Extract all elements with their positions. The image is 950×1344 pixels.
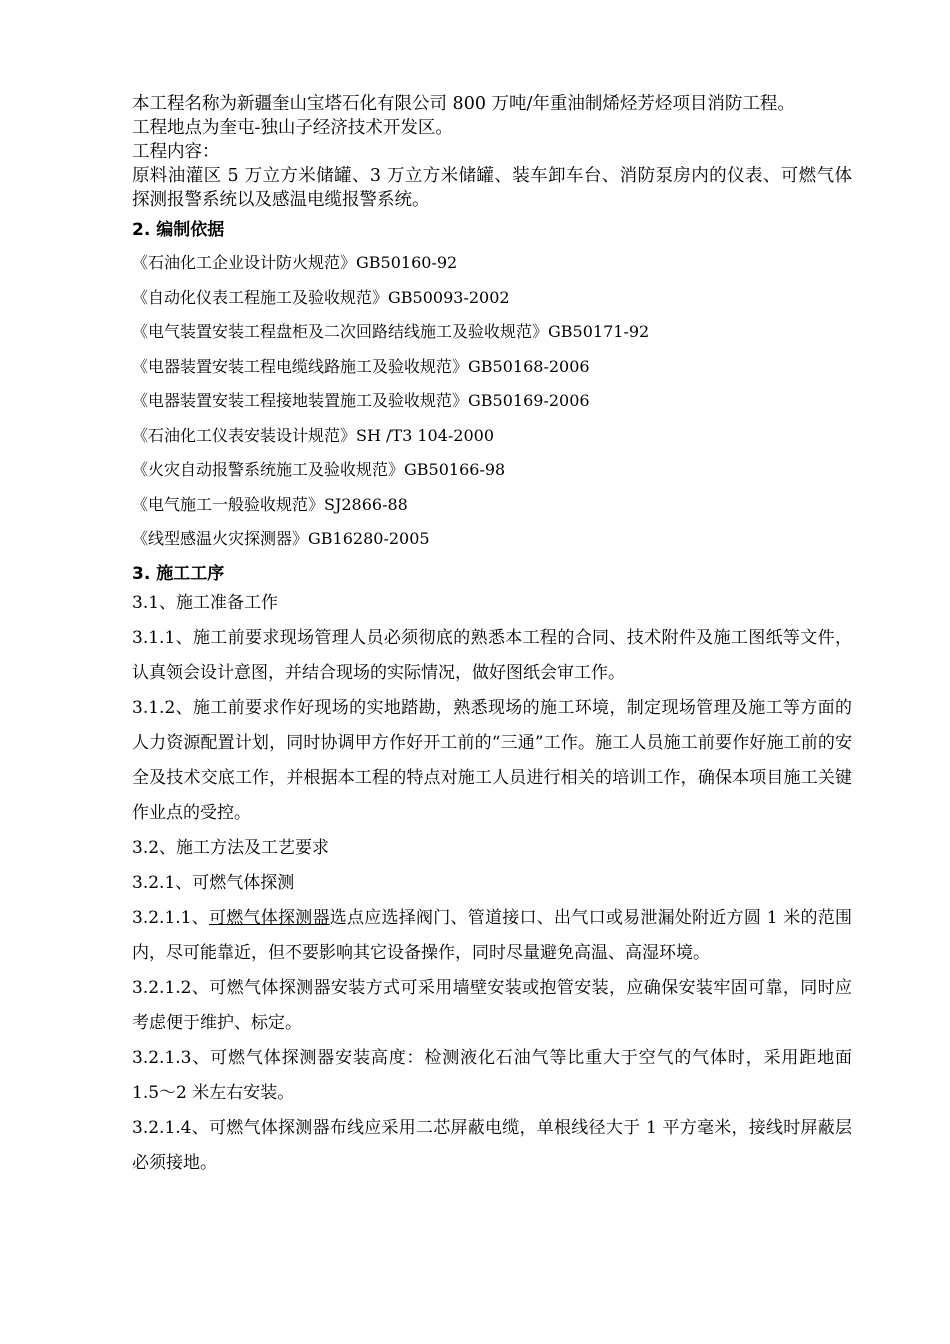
project-location-paragraph: 工程地点为奎屯-独山子经济技术开发区。: [132, 118, 453, 138]
reference-item: 《线型感温火灾探测器》GB16280-2005: [132, 529, 430, 548]
reference-item: 《电器装置安装工程电缆线路施工及验收规范》GB50168-2006: [132, 356, 590, 376]
section-3-2-1-1-number: 3.2.1.1、: [132, 907, 209, 928]
reference-item: 《电气装置安装工程盘柜及二次回路结线施工及验收规范》GB50171-92: [132, 322, 650, 341]
project-content-paragraph: 原料油灌区 5 万立方米储罐、3 万立方米储罐、装车卸车台、消防泵房内的仪表、可燃气体探测报警系统以及感温电缆报警系统。: [132, 166, 852, 210]
reference-item: 《电气施工一般验收规范》SJ2866-88: [132, 494, 408, 514]
document-page: [132, 92, 852, 1181]
underlined-term: 可燃气体探测器: [208, 907, 330, 928]
section-3-body: [132, 586, 852, 1181]
project-name-paragraph: 本工程名称为新疆奎山宝塔石化有限公司 800 万吨/年重油制烯烃芳烃项目消防工程。: [132, 94, 795, 114]
reference-list: [132, 246, 852, 557]
reference-item: 《火灾自动报警系统施工及验收规范》GB50166-98: [132, 460, 506, 479]
section-3-2-1-2-paragraph: 3.2.1.2、可燃气体探测器安装方式可采用墙壁安装或抱管安装，应确保安装牢固可靠，同时应考虑便于维护、标定。: [132, 977, 852, 1033]
section-3-1-1-paragraph: 3.1.1、施工前要求现场管理人员必须彻底的熟悉本工程的合同、技术附件及施工图纸等文件，认真领会设计意图，并结合现场的实际情况，做好图纸会审工作。: [132, 627, 852, 683]
section-3-1-title: 3.1、施工准备工作: [132, 592, 279, 613]
reference-item: 《石油化工仪表安装设计规范》SH /T3 104-2000: [132, 425, 494, 445]
section-3-1-2-paragraph: 3.1.2、施工前要求作好现场的实地踏勘，熟悉现场的施工环境，制定现场管理及施工等方面的人力资源配置计划，同时协调甲方作好开工前的“三通”工作。施工人员施工前要作好施工前的安全及技术交底工作，并根据本工程的特点对施工人员进行相关的培训工作，确保本项目施工关键作业点的受控。: [132, 697, 852, 823]
section-3-2-1-1-paragraph: [132, 901, 852, 971]
section-3-2-title: 3.2、施工方法及工艺要求: [132, 837, 330, 858]
reference-item: 《自动化仪表工程施工及验收规范》GB50093-2002: [132, 287, 510, 307]
project-content-label: 工程内容：: [132, 142, 220, 162]
section-3-2-1-1-text: 选点应选择阀门、管道接口、出气口或易泄漏处附近方圆 1 米的范围内，尽可能靠近，但不要影响其它设备操作，同时尽量避免高温、高湿环境。: [132, 907, 852, 963]
reference-item: 《电器装置安装工程接地装置施工及验收规范》GB50169-2006: [132, 391, 590, 410]
section-2-heading: 2. 编制依据: [132, 220, 225, 240]
reference-item: 《石油化工企业设计防火规范》GB50160-92: [132, 253, 458, 272]
section-3-2-1-title: 3.2.1、可燃气体探测: [132, 872, 295, 893]
project-intro: [132, 92, 852, 212]
section-3-heading: 3. 施工工序: [132, 563, 225, 584]
section-3-2-1-4-paragraph: 3.2.1.4、可燃气体探测器布线应采用二芯屏蔽电缆，单根线径大于 1 平方毫米，接线时屏蔽层必须接地。: [132, 1117, 852, 1173]
section-3-2-1-3-paragraph: 3.2.1.3、可燃气体探测器安装高度：检测液化石油气等比重大于空气的气体时，采用距地面 1.5～2 米左右安装。: [132, 1047, 852, 1103]
